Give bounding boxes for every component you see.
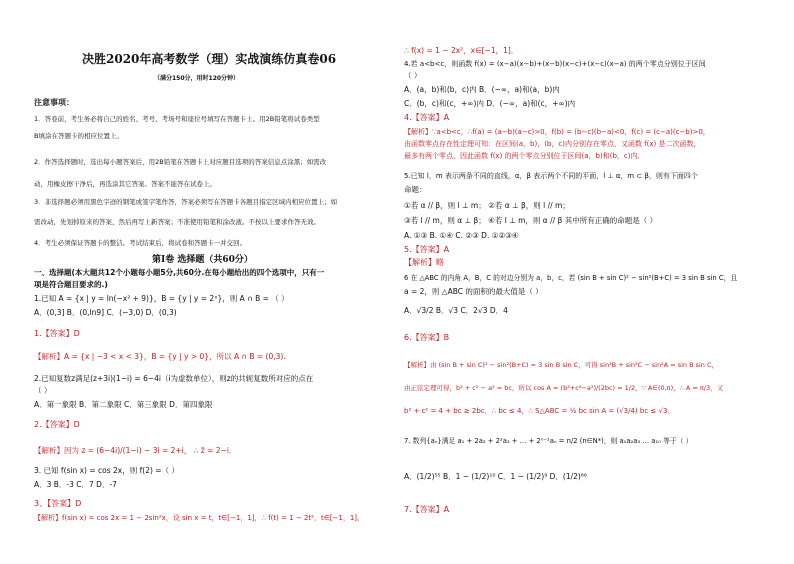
answer-6: 6.【答案】B xyxy=(404,333,450,342)
analysis-4: 最多有两个零点，因此函数 f(x) 的两个零点分别位于区间(a，b)和(b，c)内． xyxy=(404,152,645,160)
answer-3: 3、【答案】D xyxy=(34,499,82,508)
question-4-options: A．(a，b)和(b，c)内 B．(−∞，a)和(a，b)内 xyxy=(404,85,560,94)
question-5-cont: 命题： xyxy=(404,185,427,194)
question-3-options: A．3 B．-3 C．7 D．-7 xyxy=(34,480,117,489)
answer-1: 1.【答案】D xyxy=(34,329,80,338)
notice-line: 1．答卷前，考生务必将自己的姓名、考号、考场号和座位号填写在答题卡上。用2B铅笔将试卷类型 xyxy=(34,115,320,123)
notice-line: 3．非选择题必须用黑色字迹的钢笔或签字笔作答，答案必须写在答题卡各题目指定区域内相应位置上；如 xyxy=(34,198,338,206)
question-2-options: A．第一象限 B．第二象限 C．第三象限 D．第四象限 xyxy=(34,400,213,409)
analysis-3: 【解析】f(sin x) = cos 2x = 1 − 2sin²x，设 sin x = t，t∈[−1，1]，∴ f(t) = 1 − 2t²，t∈[−1，1]， xyxy=(34,514,365,522)
analysis-6: 由正弦定理可得，b² + c² − a² = bc，所以 cos A = (b²+c²−a²)/(2bc) = 1/2，∵ A∈(0,π)，∴ A = π/3，又 xyxy=(404,384,724,392)
question-5-props: ①若 α // β，则 l ⊥ m； ②若 α ⊥ β，则 l // m； xyxy=(404,201,570,210)
question-4: 4.若 a<b<c，则函数 f(x) = (x−a)(x−b)+(x−b)(x−c)+(x−c)(x−a) 的两个零点分别位于区间 xyxy=(404,60,706,68)
question-6-cont: a = 2，则 △ABC 的面积的最大值是（ ） xyxy=(404,287,543,296)
answer-4: 4.【答案】A xyxy=(404,113,450,122)
question-4-cont: （ ） xyxy=(404,71,422,80)
question-4-options: C．(b，c)和(c，+∞)内 D．(−∞，a)和(c，+∞)内 xyxy=(404,99,576,108)
question-5: 5.已知 l，m 表示两条不同的直线，α，β 表示两个不同的平面，l ⊥ α，m ⊂ β，则有下面四个 xyxy=(404,172,698,180)
notice-heading: 注意事项： xyxy=(34,98,74,107)
question-5-props: ③若 l // m，则 α ⊥ β； ④若 l ⊥ m，则 α // β 其中所有正确的命题是（ ） xyxy=(404,216,658,225)
analysis-4: 由函数零点存在性定理可知：在区间(a，b)，(b，c)内分别存在零点，又函数 f(x) 是二次函数， xyxy=(404,140,701,148)
section-intro: 一、选择题(本大题共12个小题每小题5分,共60分.在每小题给出的四个选项中，只有一 xyxy=(34,268,325,277)
section-intro: 项是符合题目要求的.) xyxy=(34,280,108,289)
analysis-2: 【解析】因为 z = (6−4i)/(1−i) − 3i = 2+i， ∴ z̄ = 2−i． xyxy=(34,446,237,455)
notice-line: 动，用橡皮擦干净后，再选涂其它答案。答案不能答在试卷上。 xyxy=(34,180,216,188)
answer-7: 7.【答案】A xyxy=(404,505,450,514)
question-1: 1.已知 A = {x | y = ln(−x² + 9)}，B = {y | y = 2ˣ}，则 A ∩ B = （ ） xyxy=(34,294,289,303)
analysis-4: 【解析】∵a<b<c，∴f(a) = (a−b)(a−c)>0，f(b) = (b−c)(b−a)<0，f(c) = (c−a)(c−b)>0， xyxy=(404,128,710,136)
analysis-6: b² + c² = 4 + bc ≥ 2bc，∴ bc ≤ 4，∴ S△ABC = ½ bc sin A = (√3/4) bc ≤ √3． xyxy=(404,407,675,415)
analysis-5: 【解析】略 xyxy=(404,258,444,267)
analysis-3-cont: ∴ f(x) = 1 − 2x²，x∈[−1，1]． xyxy=(404,46,519,55)
notice-line: 需改动，先划掉原来的答案，然后再写上新答案；不准使用铅笔和涂改液。不按以上要求作答无效。 xyxy=(34,218,320,226)
analysis-1: 【解析】A = {x | −3 < x < 3}，B = {y | y > 0}，所以 A ∩ B = (0,3). xyxy=(34,352,286,361)
document-subtitle: （满分150分，用时120分钟） xyxy=(154,75,240,82)
question-3: 3. 已知 f(sin x) = cos 2x，则 f(2) =（ ） xyxy=(34,466,179,475)
question-5-options: A. ①③ B. ①④ C. ②③ D. ①②③④ xyxy=(404,231,519,240)
question-2-cont: （ ） xyxy=(34,386,52,395)
question-7: 7. 数列{aₙ}满足 a₁ + 2a₂ + 2²a₃ + … + 2ⁿ⁻¹aₙ = n/2 (n∈N*)，则 a₁a₂a₃ … a₁₀ 等于（ ） xyxy=(404,437,693,445)
document-title: 决胜2020年高考数学（理）实战演练仿真卷06 xyxy=(82,52,337,66)
notice-line: B填涂在答题卡的相应位置上。 xyxy=(34,132,123,140)
answer-5: 5.【答案】A xyxy=(404,245,450,254)
question-6-options: A．√3/2 B．√3 C．2√3 D．4 xyxy=(404,306,508,315)
analysis-6: 【解析】由 (sin B + sin C)² − sin²(B+C) = 3 sin B sin C，可得 sin²B + sin²C − sin²A = sin B sin C， xyxy=(404,361,719,369)
answer-2: 2.【答案】D xyxy=(34,420,80,429)
section-title: 第Ⅰ卷 选择题（共60分） xyxy=(152,255,253,265)
question-7-options: A．(1/2)⁵⁵ B．1 − (1/2)¹⁰ C．1 − (1/2)⁹ D．(1/2)⁶⁶ xyxy=(404,472,587,481)
question-6: 6 在 △ABC 的内角 A，B，C 的对边分别为 a，b，c，若 (sin B + sin C)² − sin²(B+C) = 3 sin B sin C，且 xyxy=(404,274,738,282)
question-2: 2.已知复数z满足(z+3i)(1−i) = 6−4i（i为虚数单位），则z的共轭复数所对应的点在 xyxy=(34,374,314,383)
notice-line: 2．作答选择题时，选出每小题答案后，用2B铅笔在答题卡上对应题目选项的答案信息点涂黑；如需改 xyxy=(34,158,327,166)
question-1-options: A．(0,3] B．(0,ln9] C．(−3,0) D．(0,3) xyxy=(34,308,177,317)
notice-line: 4．考生必须保证答题卡的整洁。考试结束后，将试卷和答题卡一并交回。 xyxy=(34,239,247,247)
